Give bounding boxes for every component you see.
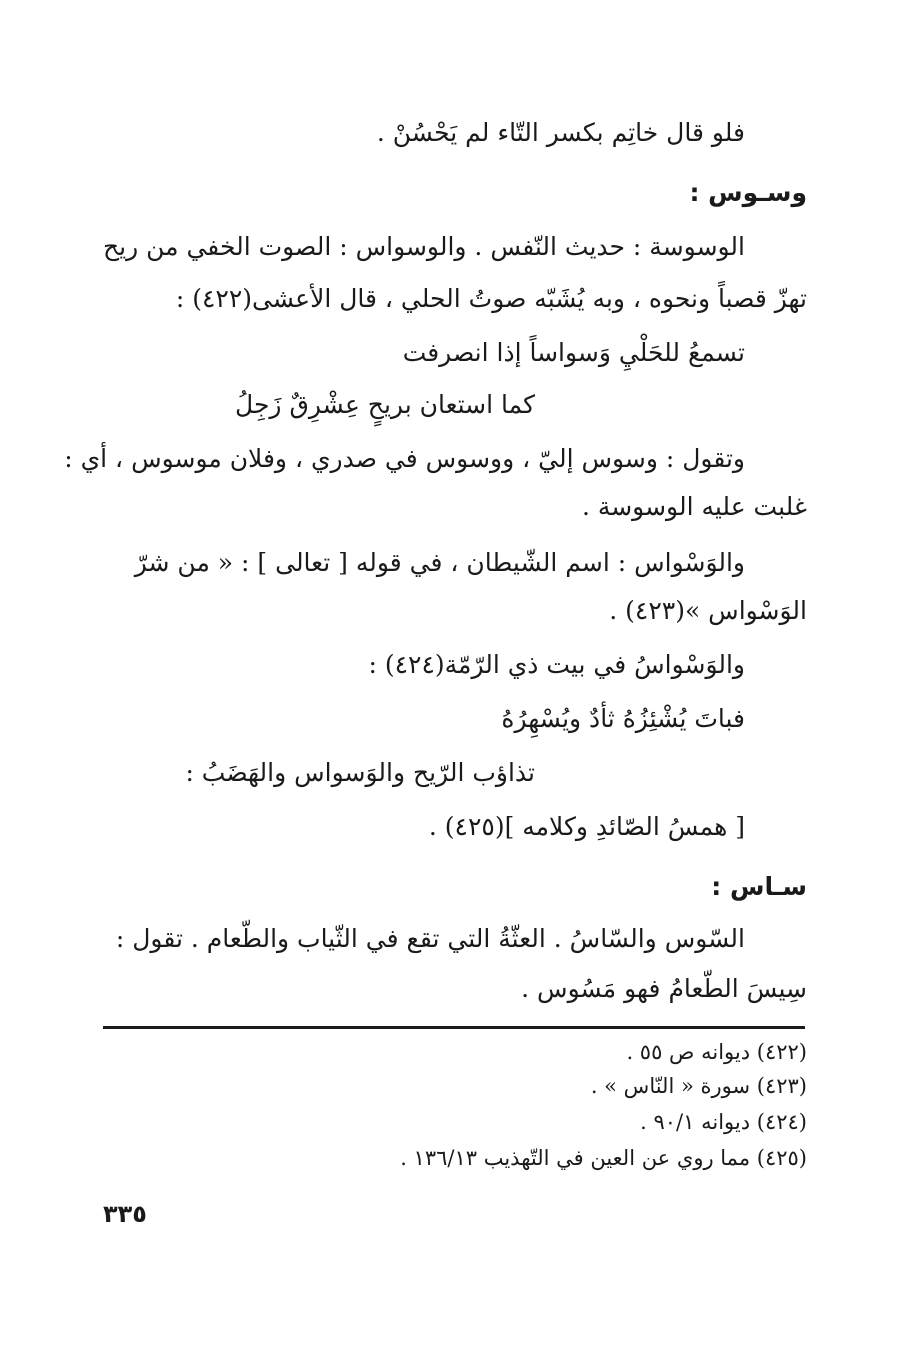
text-line: فلو قال خاتِم بكسر التّاء لم يَحْسُنْ . xyxy=(376,118,745,147)
page-number: ٣٣٥ xyxy=(103,1200,147,1228)
section-heading-sas: سـاس : xyxy=(711,872,807,901)
footnote-423: (٤٢٣) سورة « النّاس » . xyxy=(590,1074,807,1098)
footnote-425: (٤٢٥) مما روي عن العين في التّهذيب ١٣٦/١٣ . xyxy=(400,1146,807,1170)
footnote-divider xyxy=(103,1026,805,1029)
text-line: [ همسُ الصّائدِ وكلامه ](٤٢٥) . xyxy=(428,812,745,841)
text-line: السّوس والسّاسُ . العثّةُ التي تقع في الثّياب والطّعام . تقول : xyxy=(115,924,745,953)
footnote-424: (٤٢٤) ديوانه ٩٠/١ . xyxy=(640,1110,807,1134)
text-line: والوَسْواس : اسم الشّيطان ، في قوله [ تعالى ] : « من شرّ xyxy=(134,548,745,577)
verse-line: تسمعُ للحَلْيِ وَسواساً إذا انصرفت xyxy=(402,338,745,367)
verse-line: تذاؤب الرّيح والوَسواس والهَضَبُ : xyxy=(185,758,535,787)
text-line: الوَسْواس »(٤٢٣) . xyxy=(609,596,807,625)
verse-line: فباتَ يُشْئِزُهُ ثأدٌ ويُسْهِرُهُ xyxy=(501,704,745,733)
text-line: والوَسْواسُ في بيت ذي الرّمّة(٤٢٤) : xyxy=(368,650,745,679)
footnote-422: (٤٢٢) ديوانه ص ٥٥ . xyxy=(626,1040,807,1064)
verse-line: كما استعان بريحٍ عِشْرِقٌ زَجِلُ xyxy=(235,390,535,419)
text-line: تهزّ قصباً ونحوه ، وبه يُشَبّه صوتُ الحلي ، قال الأعشى(٤٢٢) : xyxy=(175,284,807,313)
text-line: غلبت عليه الوسوسة . xyxy=(581,492,807,521)
section-heading-waswas: وسـوس : xyxy=(689,178,807,207)
text-line: وتقول : وسوس إليّ ، ووسوس في صدري ، وفلان موسوس ، أي : xyxy=(64,444,745,473)
text-line: سِيسَ الطّعامُ فهو مَسُوس . xyxy=(521,974,807,1003)
text-line: الوسوسة : حديث النّفس . والوسواس : الصوت الخفي من ريح xyxy=(102,232,745,261)
